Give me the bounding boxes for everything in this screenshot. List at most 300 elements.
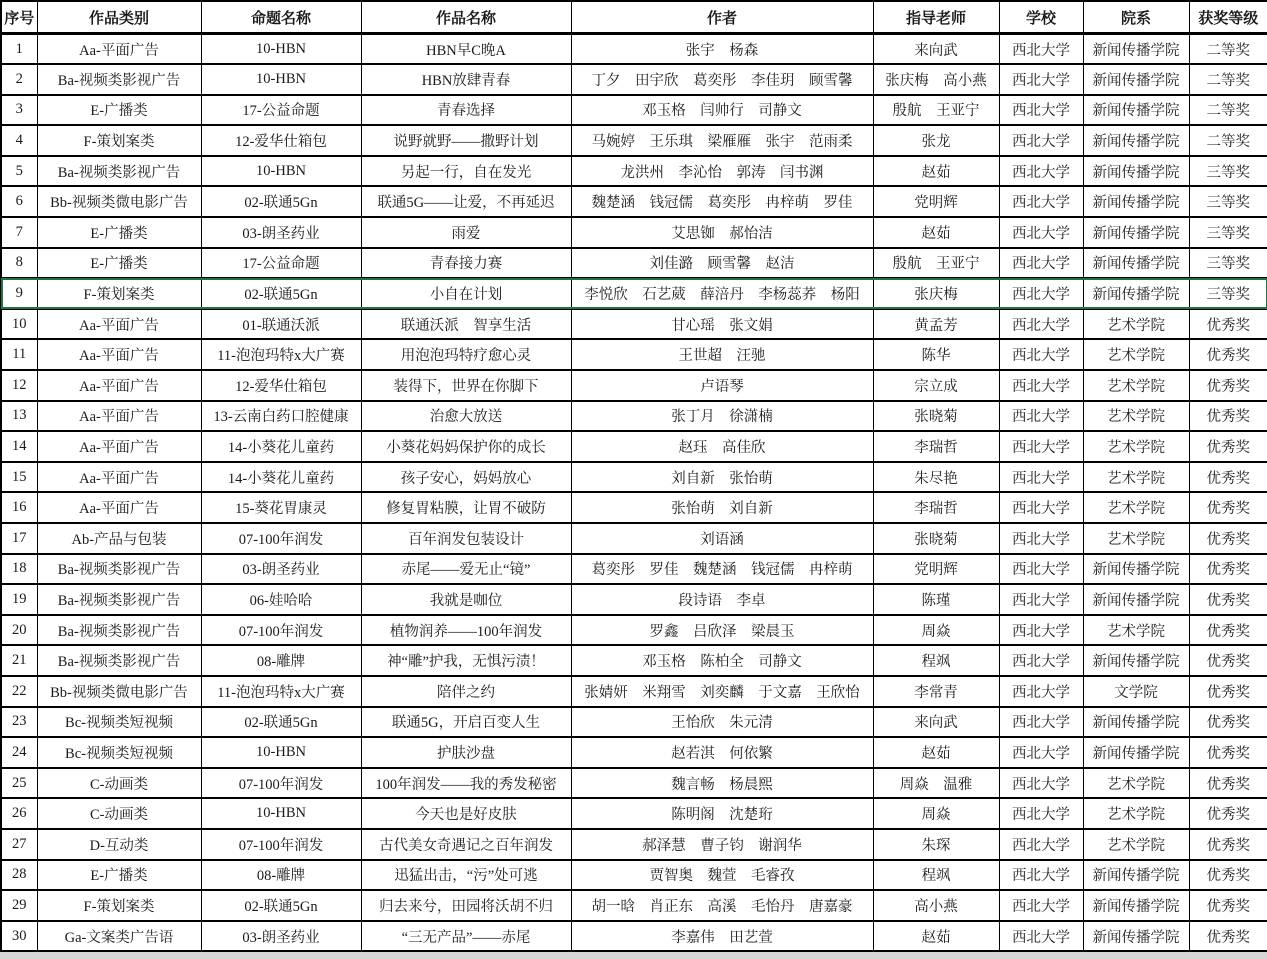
cell-no[interactable]: 30 xyxy=(1,921,37,952)
cell-school[interactable]: 西北大学 xyxy=(999,737,1083,768)
cell-advisor[interactable]: 宗立成 xyxy=(873,370,999,401)
cell-advisor[interactable]: 李瑞哲 xyxy=(873,492,999,523)
cell-award[interactable]: 三等奖 xyxy=(1189,156,1267,187)
cell-school[interactable]: 西北大学 xyxy=(999,860,1083,891)
cell-award[interactable]: 优秀奖 xyxy=(1189,921,1267,952)
cell-school[interactable]: 西北大学 xyxy=(999,64,1083,95)
cell-title[interactable]: 说野就野——撒野计划 xyxy=(361,125,571,156)
cell-advisor[interactable]: 党明辉 xyxy=(873,186,999,217)
cell-advisor[interactable]: 李瑞哲 xyxy=(873,431,999,462)
cell-topic[interactable]: 12-爱华仕箱包 xyxy=(201,125,361,156)
cell-school[interactable]: 西北大学 xyxy=(999,278,1083,309)
cell-category[interactable]: Aa-平面广告 xyxy=(37,492,201,523)
cell-department[interactable]: 新闻传播学院 xyxy=(1083,707,1189,738)
cell-category[interactable]: Aa-平面广告 xyxy=(37,431,201,462)
table-row xyxy=(1,829,1267,860)
cell-topic[interactable]: 07-100年润发 xyxy=(201,615,361,646)
cell-category[interactable]: Ba-视频类影视广告 xyxy=(37,156,201,187)
cell-authors[interactable]: 赵珏 高佳欣 xyxy=(571,431,873,462)
cell-topic[interactable]: 12-爱华仕箱包 xyxy=(201,370,361,401)
cell-school[interactable]: 西北大学 xyxy=(999,890,1083,921)
cell-department[interactable]: 艺术学院 xyxy=(1083,492,1189,523)
cell-authors[interactable]: 刘自新 张怡萌 xyxy=(571,462,873,493)
cell-advisor[interactable]: 高小燕 xyxy=(873,890,999,921)
cell-category[interactable]: C-动画类 xyxy=(37,768,201,799)
header-cell-award[interactable]: 获奖等级 xyxy=(1189,1,1267,34)
cell-topic[interactable]: 07-100年润发 xyxy=(201,829,361,860)
cell-advisor[interactable]: 陈瑾 xyxy=(873,584,999,615)
cell-authors[interactable]: 魏言畅 杨晨熙 xyxy=(571,768,873,799)
cell-school[interactable]: 西北大学 xyxy=(999,217,1083,248)
header-cell-topic[interactable]: 命题名称 xyxy=(201,1,361,34)
cell-advisor[interactable]: 周焱 xyxy=(873,615,999,646)
cell-no[interactable]: 22 xyxy=(1,676,37,707)
cell-title[interactable]: 联通沃派 智享生活 xyxy=(361,309,571,340)
cell-no[interactable]: 8 xyxy=(1,248,37,279)
cell-award[interactable]: 优秀奖 xyxy=(1189,737,1267,768)
cell-authors[interactable]: 赵若淇 何依繁 xyxy=(571,737,873,768)
table-row xyxy=(1,125,1267,156)
cell-no[interactable]: 15 xyxy=(1,462,37,493)
cell-topic[interactable]: 13-云南白药口腔健康 xyxy=(201,401,361,432)
cell-authors[interactable]: 陈明阁 沈楚珩 xyxy=(571,798,873,829)
cell-award[interactable]: 二等奖 xyxy=(1189,95,1267,126)
header-cell-department[interactable]: 院系 xyxy=(1083,1,1189,34)
cell-school[interactable]: 西北大学 xyxy=(999,921,1083,952)
cell-school[interactable]: 西北大学 xyxy=(999,615,1083,646)
cell-department[interactable]: 艺术学院 xyxy=(1083,768,1189,799)
cell-award[interactable]: 三等奖 xyxy=(1189,278,1267,309)
cell-category[interactable]: Aa-平面广告 xyxy=(37,401,201,432)
cell-category[interactable]: Bb-视频类微电影广告 xyxy=(37,186,201,217)
cell-no[interactable]: 27 xyxy=(1,829,37,860)
cell-award[interactable]: 二等奖 xyxy=(1189,64,1267,95)
cell-authors[interactable]: 李嘉伟 田艺萱 xyxy=(571,921,873,952)
cell-category[interactable]: E-广播类 xyxy=(37,217,201,248)
cell-no[interactable]: 10 xyxy=(1,309,37,340)
cell-advisor[interactable]: 张晓菊 xyxy=(873,401,999,432)
cell-no[interactable]: 14 xyxy=(1,431,37,462)
cell-school[interactable]: 西北大学 xyxy=(999,584,1083,615)
cell-no[interactable]: 12 xyxy=(1,370,37,401)
table-row xyxy=(1,890,1267,921)
cell-authors[interactable]: 张怡萌 刘自新 xyxy=(571,492,873,523)
cell-no[interactable]: 11 xyxy=(1,339,37,370)
cell-topic[interactable]: 10-HBN xyxy=(201,737,361,768)
cell-award[interactable]: 优秀奖 xyxy=(1189,523,1267,554)
cell-category[interactable]: Ab-产品与包装 xyxy=(37,523,201,554)
cell-authors[interactable]: 段诗语 李卓 xyxy=(571,584,873,615)
table-row xyxy=(1,248,1267,279)
cell-topic[interactable]: 02-联通5Gn xyxy=(201,890,361,921)
cell-authors[interactable]: 魏楚涵 钱冠儒 葛奕彤 冉梓萌 罗佳 xyxy=(571,186,873,217)
cell-topic[interactable]: 08-雕牌 xyxy=(201,645,361,676)
cell-topic[interactable]: 10-HBN xyxy=(201,34,361,65)
cell-award[interactable]: 优秀奖 xyxy=(1189,768,1267,799)
table-row xyxy=(1,401,1267,432)
cell-title[interactable]: 雨爱 xyxy=(361,217,571,248)
cell-category[interactable]: Ba-视频类影视广告 xyxy=(37,554,201,585)
cell-topic[interactable]: 11-泡泡玛特x大广赛 xyxy=(201,339,361,370)
cell-authors[interactable]: 王世超 汪驰 xyxy=(571,339,873,370)
table-row xyxy=(1,554,1267,585)
cell-title[interactable]: 神“雕”护我，无惧污渍！ xyxy=(361,645,571,676)
cell-title[interactable]: 迅猛出击，“污”处可逃 xyxy=(361,860,571,891)
cell-no[interactable]: 5 xyxy=(1,156,37,187)
table-row xyxy=(1,921,1267,952)
cell-title[interactable]: 联通5G，开启百变人生 xyxy=(361,707,571,738)
cell-topic[interactable]: 03-朗圣药业 xyxy=(201,921,361,952)
cell-no[interactable]: 23 xyxy=(1,707,37,738)
table-row xyxy=(1,95,1267,126)
cell-authors[interactable]: 甘心瑶 张文娟 xyxy=(571,309,873,340)
table-row xyxy=(1,309,1267,340)
cell-award[interactable]: 优秀奖 xyxy=(1189,860,1267,891)
cell-title[interactable]: 青春接力赛 xyxy=(361,248,571,279)
cell-no[interactable]: 2 xyxy=(1,64,37,95)
cell-title[interactable]: 青春选择 xyxy=(361,95,571,126)
cell-award[interactable]: 三等奖 xyxy=(1189,248,1267,279)
cell-department[interactable]: 新闻传播学院 xyxy=(1083,156,1189,187)
cell-no[interactable]: 9 xyxy=(1,278,37,309)
cell-advisor[interactable]: 张庆梅 高小燕 xyxy=(873,64,999,95)
cell-advisor[interactable]: 黄孟芳 xyxy=(873,309,999,340)
cell-school[interactable]: 西北大学 xyxy=(999,248,1083,279)
cell-advisor[interactable]: 赵茹 xyxy=(873,921,999,952)
cell-category[interactable]: Ba-视频类影视广告 xyxy=(37,645,201,676)
cell-award[interactable]: 三等奖 xyxy=(1189,186,1267,217)
table-row xyxy=(1,339,1267,370)
cell-advisor[interactable]: 赵茹 xyxy=(873,217,999,248)
cell-category[interactable]: Bb-视频类微电影广告 xyxy=(37,676,201,707)
cell-school[interactable]: 西北大学 xyxy=(999,156,1083,187)
table-row xyxy=(1,34,1267,65)
header-cell-authors[interactable]: 作者 xyxy=(571,1,873,34)
cell-advisor[interactable]: 陈华 xyxy=(873,339,999,370)
header-cell-no[interactable]: 序号 xyxy=(1,1,37,34)
cell-department[interactable]: 艺术学院 xyxy=(1083,798,1189,829)
cell-topic[interactable]: 17-公益命题 xyxy=(201,248,361,279)
cell-award[interactable]: 三等奖 xyxy=(1189,217,1267,248)
cell-title[interactable]: 我就是咖位 xyxy=(361,584,571,615)
cell-school[interactable]: 西北大学 xyxy=(999,676,1083,707)
cell-department[interactable]: 新闻传播学院 xyxy=(1083,125,1189,156)
cell-award[interactable]: 优秀奖 xyxy=(1189,309,1267,340)
cell-advisor[interactable]: 赵茹 xyxy=(873,156,999,187)
cell-category[interactable]: Aa-平面广告 xyxy=(37,309,201,340)
header-cell-title[interactable]: 作品名称 xyxy=(361,1,571,34)
cell-topic[interactable]: 14-小葵花儿童药 xyxy=(201,431,361,462)
cell-advisor[interactable]: 来向武 xyxy=(873,34,999,65)
cell-title[interactable]: HBN早C晚A xyxy=(361,34,571,65)
cell-school[interactable]: 西北大学 xyxy=(999,768,1083,799)
cell-school[interactable]: 西北大学 xyxy=(999,645,1083,676)
cell-authors[interactable]: 罗鑫 吕欣泽 梁晨玉 xyxy=(571,615,873,646)
cell-category[interactable]: E-广播类 xyxy=(37,95,201,126)
cell-topic[interactable]: 02-联通5Gn xyxy=(201,707,361,738)
cell-category[interactable]: F-策划案类 xyxy=(37,890,201,921)
cell-department[interactable]: 艺术学院 xyxy=(1083,370,1189,401)
cell-department[interactable]: 新闻传播学院 xyxy=(1083,248,1189,279)
cell-award[interactable]: 优秀奖 xyxy=(1189,615,1267,646)
cell-award[interactable]: 优秀奖 xyxy=(1189,401,1267,432)
cell-advisor[interactable]: 程飒 xyxy=(873,860,999,891)
cell-authors[interactable]: 龙洪州 李沁怡 郭涛 闫书渊 xyxy=(571,156,873,187)
cell-authors[interactable]: 郝泽慧 曹子钧 谢润华 xyxy=(571,829,873,860)
cell-category[interactable]: Ba-视频类影视广告 xyxy=(37,64,201,95)
cell-title[interactable]: 另起一行，自在发光 xyxy=(361,156,571,187)
cell-no[interactable]: 29 xyxy=(1,890,37,921)
table-body xyxy=(1,34,1267,952)
cell-advisor[interactable]: 来向武 xyxy=(873,707,999,738)
table-row xyxy=(1,370,1267,401)
cell-school[interactable]: 西北大学 xyxy=(999,431,1083,462)
cell-advisor[interactable]: 赵茹 xyxy=(873,737,999,768)
cell-title[interactable]: 孩子安心，妈妈放心 xyxy=(361,462,571,493)
cell-advisor[interactable]: 周焱 xyxy=(873,798,999,829)
cell-title[interactable]: 护肤沙盘 xyxy=(361,737,571,768)
cell-authors[interactable]: 葛奕彤 罗佳 魏楚涵 钱冠儒 冉梓萌 xyxy=(571,554,873,585)
cell-authors[interactable]: 刘语涵 xyxy=(571,523,873,554)
cell-category[interactable]: D-互动类 xyxy=(37,829,201,860)
cell-advisor[interactable]: 朱尽艳 xyxy=(873,462,999,493)
cell-department[interactable]: 艺术学院 xyxy=(1083,431,1189,462)
cell-department[interactable]: 新闻传播学院 xyxy=(1083,217,1189,248)
cell-title[interactable]: 装得下，世界在你脚下 xyxy=(361,370,571,401)
cell-advisor[interactable]: 殷航 王亚宁 xyxy=(873,248,999,279)
cell-title[interactable]: 小葵花妈妈保护你的成长 xyxy=(361,431,571,462)
cell-award[interactable]: 二等奖 xyxy=(1189,34,1267,65)
cell-award[interactable]: 优秀奖 xyxy=(1189,707,1267,738)
cell-authors[interactable]: 丁夕 田宇欣 葛奕彤 李佳玥 顾雪馨 xyxy=(571,64,873,95)
cell-topic[interactable]: 10-HBN xyxy=(201,156,361,187)
header-row xyxy=(1,1,1267,34)
cell-award[interactable]: 优秀奖 xyxy=(1189,554,1267,585)
cell-no[interactable]: 13 xyxy=(1,401,37,432)
cell-department[interactable]: 新闻传播学院 xyxy=(1083,95,1189,126)
cell-authors[interactable]: 马婉婷 王乐琪 梁雁雁 张宇 范雨柔 xyxy=(571,125,873,156)
cell-school[interactable]: 西北大学 xyxy=(999,401,1083,432)
cell-authors[interactable]: 张丁月 徐潇楠 xyxy=(571,401,873,432)
table-row xyxy=(1,615,1267,646)
cell-no[interactable]: 4 xyxy=(1,125,37,156)
cell-authors[interactable]: 李悦欣 石艺葳 薛涪丹 李杨蕊荞 杨阳 xyxy=(571,278,873,309)
cell-category[interactable]: Aa-平面广告 xyxy=(37,34,201,65)
cell-school[interactable]: 西北大学 xyxy=(999,34,1083,65)
cell-advisor[interactable]: 张庆梅 xyxy=(873,278,999,309)
cell-topic[interactable]: 03-朗圣药业 xyxy=(201,217,361,248)
cell-advisor[interactable]: 李常青 xyxy=(873,676,999,707)
cell-topic[interactable]: 15-葵花胃康灵 xyxy=(201,492,361,523)
cell-department[interactable]: 艺术学院 xyxy=(1083,523,1189,554)
cell-school[interactable]: 西北大学 xyxy=(999,186,1083,217)
table-row xyxy=(1,186,1267,217)
cell-topic[interactable]: 17-公益命题 xyxy=(201,95,361,126)
cell-advisor[interactable]: 程飒 xyxy=(873,645,999,676)
cell-no[interactable]: 3 xyxy=(1,95,37,126)
cell-award[interactable]: 优秀奖 xyxy=(1189,890,1267,921)
cell-no[interactable]: 26 xyxy=(1,798,37,829)
cell-school[interactable]: 西北大学 xyxy=(999,125,1083,156)
cell-topic[interactable]: 08-雕牌 xyxy=(201,860,361,891)
header-cell-school[interactable]: 学校 xyxy=(999,1,1083,34)
cell-category[interactable]: Bc-视频类短视频 xyxy=(37,737,201,768)
cell-title[interactable]: 小自在计划 xyxy=(361,278,571,309)
cell-topic[interactable]: 03-朗圣药业 xyxy=(201,554,361,585)
cell-title[interactable]: 用泡泡玛特疗愈心灵 xyxy=(361,339,571,370)
cell-department[interactable]: 新闻传播学院 xyxy=(1083,584,1189,615)
cell-title[interactable]: 100年润发——我的秀发秘密 xyxy=(361,768,571,799)
cell-title[interactable]: “三无产品”——赤尾 xyxy=(361,921,571,952)
cell-category[interactable]: E-广播类 xyxy=(37,248,201,279)
cell-no[interactable]: 6 xyxy=(1,186,37,217)
cell-authors[interactable]: 张宇 杨森 xyxy=(571,34,873,65)
table-row xyxy=(1,707,1267,738)
cell-department[interactable]: 新闻传播学院 xyxy=(1083,278,1189,309)
cell-department[interactable]: 新闻传播学院 xyxy=(1083,64,1189,95)
cell-category[interactable]: Ba-视频类影视广告 xyxy=(37,615,201,646)
cell-title[interactable]: 今天也是好皮肤 xyxy=(361,798,571,829)
cell-category[interactable]: Aa-平面广告 xyxy=(37,370,201,401)
cell-topic[interactable]: 02-联通5Gn xyxy=(201,278,361,309)
cell-title[interactable]: 古代美女奇遇记之百年润发 xyxy=(361,829,571,860)
cell-no[interactable]: 1 xyxy=(1,34,37,65)
cell-award[interactable]: 优秀奖 xyxy=(1189,829,1267,860)
cell-no[interactable]: 25 xyxy=(1,768,37,799)
cell-title[interactable]: HBN放肆青春 xyxy=(361,64,571,95)
cell-department[interactable]: 艺术学院 xyxy=(1083,339,1189,370)
cell-category[interactable]: F-策划案类 xyxy=(37,278,201,309)
cell-title[interactable]: 赤尾——爱无止“镜” xyxy=(361,554,571,585)
cell-category[interactable]: Aa-平面广告 xyxy=(37,339,201,370)
cell-no[interactable]: 28 xyxy=(1,860,37,891)
cell-authors[interactable]: 艾思铷 郝怡洁 xyxy=(571,217,873,248)
cell-department[interactable]: 新闻传播学院 xyxy=(1083,890,1189,921)
cell-department[interactable]: 新闻传播学院 xyxy=(1083,645,1189,676)
cell-no[interactable]: 24 xyxy=(1,737,37,768)
cell-school[interactable]: 西北大学 xyxy=(999,523,1083,554)
cell-authors[interactable]: 王怡欣 朱元清 xyxy=(571,707,873,738)
cell-authors[interactable]: 卢语琴 xyxy=(571,370,873,401)
cell-school[interactable]: 西北大学 xyxy=(999,309,1083,340)
cell-department[interactable]: 艺术学院 xyxy=(1083,615,1189,646)
cell-award[interactable]: 优秀奖 xyxy=(1189,676,1267,707)
cell-advisor[interactable]: 殷航 王亚宁 xyxy=(873,95,999,126)
cell-title[interactable]: 百年润发包装设计 xyxy=(361,523,571,554)
header-cell-advisor[interactable]: 指导老师 xyxy=(873,1,999,34)
cell-title[interactable]: 修复胃粘膜，让胃不破防 xyxy=(361,492,571,523)
cell-department[interactable]: 艺术学院 xyxy=(1083,309,1189,340)
cell-award[interactable]: 优秀奖 xyxy=(1189,431,1267,462)
header-cell-category[interactable]: 作品类别 xyxy=(37,1,201,34)
cell-category[interactable]: Bc-视频类短视频 xyxy=(37,707,201,738)
cell-category[interactable]: Ga-文案类广告语 xyxy=(37,921,201,952)
cell-award[interactable]: 优秀奖 xyxy=(1189,645,1267,676)
cell-title[interactable]: 植物润养——100年润发 xyxy=(361,615,571,646)
cell-topic[interactable]: 02-联通5Gn xyxy=(201,186,361,217)
cell-advisor[interactable]: 朱琛 xyxy=(873,829,999,860)
cell-award[interactable]: 优秀奖 xyxy=(1189,798,1267,829)
table-row xyxy=(1,492,1267,523)
cell-department[interactable]: 新闻传播学院 xyxy=(1083,554,1189,585)
cell-award[interactable]: 优秀奖 xyxy=(1189,492,1267,523)
cell-no[interactable]: 21 xyxy=(1,645,37,676)
cell-department[interactable]: 新闻传播学院 xyxy=(1083,921,1189,952)
cell-department[interactable]: 新闻传播学院 xyxy=(1083,34,1189,65)
cell-category[interactable]: F-策划案类 xyxy=(37,125,201,156)
cell-award[interactable]: 优秀奖 xyxy=(1189,370,1267,401)
cell-advisor[interactable]: 党明辉 xyxy=(873,554,999,585)
cell-school[interactable]: 西北大学 xyxy=(999,707,1083,738)
cell-department[interactable]: 艺术学院 xyxy=(1083,829,1189,860)
cell-school[interactable]: 西北大学 xyxy=(999,492,1083,523)
cell-title[interactable]: 归去来兮，田园将沃胡不归 xyxy=(361,890,571,921)
cell-department[interactable]: 艺术学院 xyxy=(1083,401,1189,432)
cell-authors[interactable]: 刘佳潞 顾雪馨 赵洁 xyxy=(571,248,873,279)
cell-topic[interactable]: 07-100年润发 xyxy=(201,523,361,554)
cell-title[interactable]: 陪伴之约 xyxy=(361,676,571,707)
cell-school[interactable]: 西北大学 xyxy=(999,462,1083,493)
cell-topic[interactable]: 07-100年润发 xyxy=(201,768,361,799)
cell-department[interactable]: 新闻传播学院 xyxy=(1083,737,1189,768)
cell-category[interactable]: E-广播类 xyxy=(37,860,201,891)
cell-department[interactable]: 文学院 xyxy=(1083,676,1189,707)
cell-department[interactable]: 新闻传播学院 xyxy=(1083,186,1189,217)
cell-advisor[interactable]: 张晓菊 xyxy=(873,523,999,554)
cell-school[interactable]: 西北大学 xyxy=(999,829,1083,860)
cell-authors[interactable]: 胡一晗 肖正东 高溪 毛怡丹 唐嘉豪 xyxy=(571,890,873,921)
cell-no[interactable]: 7 xyxy=(1,217,37,248)
cell-no[interactable]: 16 xyxy=(1,492,37,523)
cell-topic[interactable]: 10-HBN xyxy=(201,64,361,95)
cell-authors[interactable]: 贾智奥 魏萱 毛睿孜 xyxy=(571,860,873,891)
cell-no[interactable]: 17 xyxy=(1,523,37,554)
cell-category[interactable]: Ba-视频类影视广告 xyxy=(37,584,201,615)
table-row xyxy=(1,462,1267,493)
cell-department[interactable]: 艺术学院 xyxy=(1083,462,1189,493)
cell-school[interactable]: 西北大学 xyxy=(999,370,1083,401)
cell-department[interactable]: 新闻传播学院 xyxy=(1083,860,1189,891)
cell-topic[interactable]: 10-HBN xyxy=(201,798,361,829)
cell-award[interactable]: 二等奖 xyxy=(1189,125,1267,156)
cell-topic[interactable]: 06-娃哈哈 xyxy=(201,584,361,615)
cell-school[interactable]: 西北大学 xyxy=(999,95,1083,126)
cell-award[interactable]: 优秀奖 xyxy=(1189,462,1267,493)
cell-category[interactable]: Aa-平面广告 xyxy=(37,462,201,493)
cell-school[interactable]: 西北大学 xyxy=(999,554,1083,585)
cell-authors[interactable]: 邓玉格 陈柏全 司静文 xyxy=(571,645,873,676)
cell-no[interactable]: 18 xyxy=(1,554,37,585)
cell-category[interactable]: C-动画类 xyxy=(37,798,201,829)
cell-school[interactable]: 西北大学 xyxy=(999,339,1083,370)
cell-title[interactable]: 治愈大放送 xyxy=(361,401,571,432)
cell-award[interactable]: 优秀奖 xyxy=(1189,584,1267,615)
cell-school[interactable]: 西北大学 xyxy=(999,798,1083,829)
cell-topic[interactable]: 11-泡泡玛特x大广赛 xyxy=(201,676,361,707)
cell-award[interactable]: 优秀奖 xyxy=(1189,339,1267,370)
cell-topic[interactable]: 14-小葵花儿童药 xyxy=(201,462,361,493)
cell-title[interactable]: 联通5G——让爱，不再延迟 xyxy=(361,186,571,217)
table-row xyxy=(1,798,1267,829)
cell-advisor[interactable]: 周焱 温雅 xyxy=(873,768,999,799)
cell-advisor[interactable]: 张龙 xyxy=(873,125,999,156)
cell-authors[interactable]: 邓玉格 闫帅行 司静文 xyxy=(571,95,873,126)
cell-no[interactable]: 20 xyxy=(1,615,37,646)
cell-topic[interactable]: 01-联通沃派 xyxy=(201,309,361,340)
table-row xyxy=(1,156,1267,187)
cell-no[interactable]: 19 xyxy=(1,584,37,615)
cell-authors[interactable]: 张婧妍 米翔雪 刘奕麟 于文嘉 王欣怡 xyxy=(571,676,873,707)
